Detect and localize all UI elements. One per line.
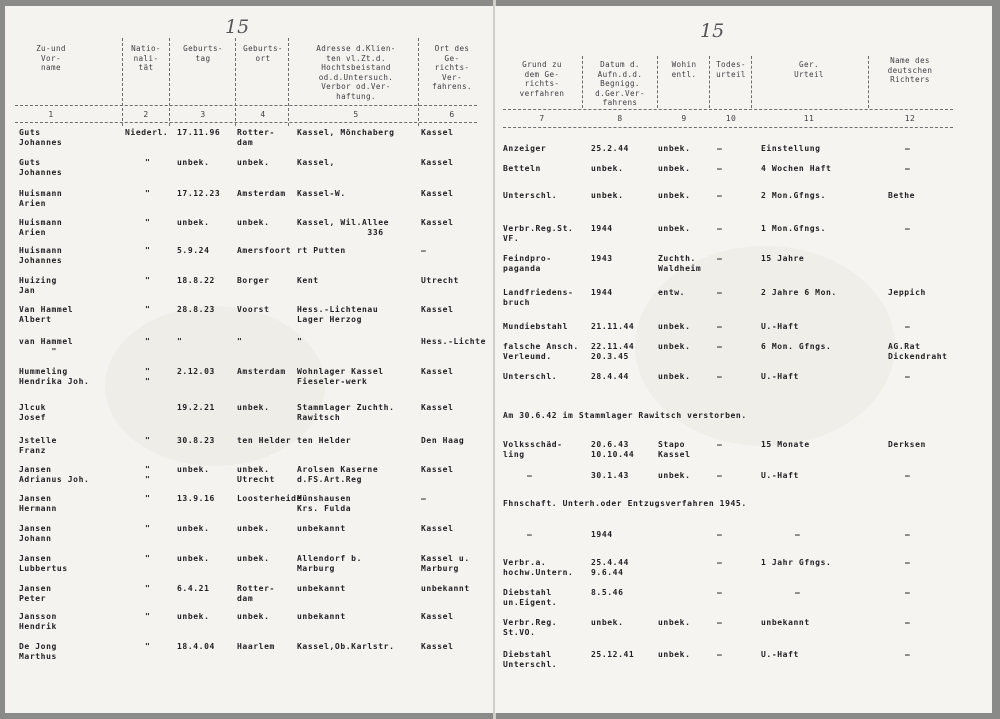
table-cell-date: unbek. (177, 465, 210, 474)
table-cell-court: Kassel (421, 465, 454, 474)
table-cell-death: — (717, 440, 723, 449)
table-cell-name: Guts Johannes (19, 158, 63, 177)
column-divider (418, 38, 419, 126)
table-cell-death: — (717, 191, 723, 200)
table-cell-judge: — (905, 558, 911, 567)
table-cell-verdict: unbekannt (761, 618, 810, 627)
table-cell-date: 8.5.46 (591, 588, 624, 597)
table-cell-reason: falsche Ansch. Verleumd. (503, 342, 579, 361)
header-rule (15, 122, 477, 123)
table-cell-court: Utrecht (421, 276, 459, 285)
table-cell-court: Kassel (421, 524, 454, 533)
table-cell-addr: unbekannt (297, 584, 346, 593)
table-cell-judge: — (905, 164, 911, 173)
table-cell-where: Zuchth. Waldheim (658, 254, 702, 273)
table-cell-addr: Kassel, Wil.Allee 336 (297, 218, 390, 237)
table-cell-name: Guts Johannes (19, 128, 63, 147)
table-cell-judge: Derksen (888, 440, 926, 449)
table-cell-court: Kassel (421, 642, 454, 651)
table-cell-where: unbek. (658, 471, 691, 480)
column-divider (235, 38, 236, 126)
table-cell-death: — (717, 558, 723, 567)
table-cell-name: Huismann Arien (19, 189, 63, 208)
table-cell-court: unbekannt (421, 584, 470, 593)
table-cell-reason: Verbr.a. hochw.Untern. (503, 558, 574, 577)
table-cell-verdict: 15 Monate (761, 440, 810, 449)
table-cell-reason: Betteln (503, 164, 541, 173)
table-cell-date: 28.4.44 (591, 372, 629, 381)
table-cell-name: Jansen Hermann (19, 494, 57, 513)
table-cell-nat: " (145, 436, 151, 445)
table-cell-date: unbek. (177, 218, 210, 227)
table-cell-death: — (717, 224, 723, 233)
table-cell-verdict: 1 Jahr Gfngs. (761, 558, 832, 567)
table-cell-date: unbek. (177, 158, 210, 167)
column-number: 4 (260, 110, 266, 119)
table-cell-judge: — (905, 322, 911, 331)
column-number: 6 (449, 110, 455, 119)
table-cell-name: Jansen Peter (19, 584, 52, 603)
table-cell-addr: Allendorf b. Marburg (297, 554, 362, 573)
table-cell-date: 20.6.43 10.10.44 (591, 440, 635, 459)
table-cell-nat: " (145, 276, 151, 285)
table-cell-court: Kassel (421, 158, 454, 167)
table-cell-judge: — (905, 471, 911, 480)
column-header: Ger. Urteil (794, 60, 824, 79)
table-cell-verdict: 6 Mon. Gfngs. (761, 342, 832, 351)
table-cell-name: De Jong Marthus (19, 642, 57, 661)
column-header: Ort des Ge- richts- Ver- fahrens. (432, 44, 472, 91)
table-cell-date: 22.11.44 20.3.45 (591, 342, 635, 361)
table-cell-verdict: U.-Haft (761, 471, 799, 480)
column-number: 10 (725, 114, 737, 123)
table-cell-nat: " (145, 337, 151, 346)
column-divider (169, 38, 170, 126)
table-cell-place: Amsterdam (237, 189, 286, 198)
left-page (5, 6, 495, 713)
table-cell-judge: — (905, 588, 911, 597)
table-cell-where: unbek. (658, 650, 691, 659)
table-cell-reason: Unterschl. (503, 372, 558, 381)
table-cell-date: unbek. (591, 618, 624, 627)
table-cell-date: 17.12.23 (177, 189, 221, 198)
table-cell-date: unbek. (591, 191, 624, 200)
table-cell-judge: Bethe (888, 191, 916, 200)
column-divider (868, 56, 869, 108)
table-cell-reason: Volksschäd- ling (503, 440, 563, 459)
column-number: 5 (353, 110, 359, 119)
column-number: 12 (904, 114, 916, 123)
table-cell-place: unbek. (237, 524, 270, 533)
table-cell-where: unbek. (658, 322, 691, 331)
table-cell-date: 28.8.23 (177, 305, 215, 314)
table-cell-judge: Jeppich (888, 288, 926, 297)
table-cell-name: Jansen Johann (19, 524, 52, 543)
table-cell-where: Stapo Kassel (658, 440, 691, 459)
table-cell-name: Huismann Johannes (19, 246, 63, 265)
table-cell-name: Jansson Hendrik (19, 612, 57, 631)
table-cell-court: Kassel (421, 189, 454, 198)
table-cell-date: 21.11.44 (591, 322, 635, 331)
table-cell-reason: — (527, 530, 533, 539)
column-number: 1 (48, 110, 54, 119)
column-header: Adresse d.Klien- ten vl.Zt.d. Hochtsbeistand od.d.Untersuch. Verbor od.Ver- haftung. (316, 44, 396, 101)
page-number-left: 15 (225, 16, 250, 38)
table-cell-reason: Verbr.Reg. St.VO. (503, 618, 558, 637)
table-cell-nat: " " (145, 367, 151, 386)
column-divider (751, 56, 752, 108)
header-rule (503, 109, 953, 110)
table-cell-date: 25.4.44 9.6.44 (591, 558, 629, 577)
table-cell-where: unbek. (658, 144, 691, 153)
table-cell-place: unbek. (237, 158, 270, 167)
table-cell-name: Jansen Adrianus Joh. (19, 465, 90, 484)
table-cell-reason: Anzeiger (503, 144, 547, 153)
table-cell-date: 25.12.41 (591, 650, 635, 659)
table-cell-verdict: 2 Mon.Gfngs. (761, 191, 826, 200)
table-cell-name: Jlcuk Josef (19, 403, 47, 422)
table-cell-nat: Niederl. (125, 128, 169, 137)
table-cell-verdict: U.-Haft (761, 372, 799, 381)
column-number: 9 (681, 114, 687, 123)
table-cell-date: 1944 (591, 224, 613, 233)
table-cell-reason: Fhnschaft. Unterh.oder Entzugsverfahren 1945. (503, 499, 747, 508)
table-cell-verdict: 1 Mon.Gfngs. (761, 224, 826, 233)
table-cell-addr: Kassel-W. (297, 189, 346, 198)
table-cell-judge: — (905, 530, 911, 539)
table-cell-place: unbek. (237, 554, 270, 563)
table-cell-addr: rt Putten (297, 246, 346, 255)
table-cell-date: 18.8.22 (177, 276, 215, 285)
table-cell-addr: Kassel, Mönchaberg (297, 128, 395, 137)
table-cell-death: — (717, 372, 723, 381)
table-cell-date: 5.9.24 (177, 246, 210, 255)
table-cell-place: unbek. (237, 218, 270, 227)
table-cell-date: 17.11.96 (177, 128, 221, 137)
table-cell-court: Den Haag (421, 436, 465, 445)
table-cell-addr: unbekannt (297, 612, 346, 621)
table-cell-nat: " (145, 246, 151, 255)
table-cell-reason: Mundiebstahl (503, 322, 568, 331)
table-cell-place: Loosterheide (237, 494, 302, 503)
column-header: Geburts- ort (243, 44, 283, 63)
table-cell-death: — (717, 530, 723, 539)
table-cell-court: Kassel (421, 128, 454, 137)
table-cell-name: Jstelle Franz (19, 436, 57, 455)
table-cell-where: unbek. (658, 342, 691, 351)
table-cell-death: — (717, 650, 723, 659)
table-cell-verdict: 2 Jahre 6 Mon. (761, 288, 837, 297)
table-cell-court: Hess.-Lichte (421, 337, 486, 346)
table-cell-name: van Hammel " (19, 337, 74, 356)
table-cell-verdict: 4 Wochen Haft (761, 164, 832, 173)
table-cell-court: Kassel (421, 403, 454, 412)
column-header: Name des deutschen Richters (887, 56, 933, 84)
table-cell-death: — (717, 254, 723, 263)
table-cell-addr: Arolsen Kaserne d.FS.Art.Reg (297, 465, 379, 484)
table-cell-addr: Wohnlager Kassel Fieseler-werk (297, 367, 384, 386)
table-cell-addr: ten Helder (297, 436, 352, 445)
paper-stain (105, 306, 325, 466)
table-cell-date: unbek. (591, 164, 624, 173)
table-cell-date: 1944 (591, 530, 613, 539)
table-cell-verdict: Einstellung (761, 144, 821, 153)
table-cell-place: Haarlem (237, 642, 275, 651)
table-cell-court: Kassel (421, 218, 454, 227)
table-cell-addr: Stammlager Zuchth. Rawitsch (297, 403, 395, 422)
table-cell-date: 6.4.21 (177, 584, 210, 593)
column-number: 11 (803, 114, 815, 123)
page-number-right: 15 (700, 20, 725, 42)
table-cell-where: unbek. (658, 618, 691, 627)
table-cell-reason: Diebstahl un.Eigent. (503, 588, 558, 607)
table-cell-place: Amersfoort (237, 246, 292, 255)
table-cell-place: ten Helder (237, 436, 292, 445)
table-cell-verdict: U.-Haft (761, 650, 799, 659)
table-cell-date: 30.1.43 (591, 471, 629, 480)
column-number: 2 (143, 110, 149, 119)
table-cell-court: — (421, 494, 427, 503)
table-cell-place: Borger (237, 276, 270, 285)
table-cell-date: 2.12.03 (177, 367, 215, 376)
column-header: Grund zu dem Ge- richts- verfahren (519, 60, 565, 98)
table-cell-judge: — (905, 618, 911, 627)
right-page (495, 6, 992, 713)
table-cell-where: entw. (658, 288, 686, 297)
table-cell-death: — (717, 618, 723, 627)
table-cell-date: unbek. (177, 524, 210, 533)
table-cell-place: Amsterdam (237, 367, 286, 376)
table-cell-reason: — (527, 471, 533, 480)
table-cell-date: 13.9.16 (177, 494, 215, 503)
table-cell-date: " (177, 337, 183, 346)
table-cell-date: 25.2.44 (591, 144, 629, 153)
column-header: Todes- urteil (716, 60, 746, 79)
column-header: Zu-und Vor- name (36, 44, 66, 72)
table-cell-reason: Feindpro- paganda (503, 254, 552, 273)
table-cell-where: unbek. (658, 224, 691, 233)
table-cell-place: " (237, 337, 243, 346)
table-cell-verdict: — (795, 530, 801, 539)
table-cell-nat: " (145, 218, 151, 227)
table-cell-where: unbek. (658, 372, 691, 381)
table-cell-reason: Verbr.Reg.St. VF. (503, 224, 574, 243)
table-cell-date: 1944 (591, 288, 613, 297)
column-header: Geburts- tag (183, 44, 223, 63)
table-cell-nat: " " (145, 465, 151, 484)
column-header: Natio- nali- tät (131, 44, 161, 72)
table-cell-date: 19.2.21 (177, 403, 215, 412)
table-cell-place: unbek. Utrecht (237, 465, 275, 484)
table-cell-addr: " (297, 337, 303, 346)
table-cell-verdict: U.-Haft (761, 322, 799, 331)
column-number: 7 (539, 114, 545, 123)
column-header: Wohin entl. (671, 60, 697, 79)
table-cell-date: unbek. (177, 554, 210, 563)
table-cell-addr: Kent (297, 276, 319, 285)
table-cell-name: Huizing Jan (19, 276, 57, 295)
table-cell-name: Hummeling Hendrika Joh. (19, 367, 90, 386)
table-cell-judge: — (905, 224, 911, 233)
table-cell-date: 30.8.23 (177, 436, 215, 445)
table-cell-court: Kassel u. Marburg (421, 554, 470, 573)
table-cell-death: — (717, 588, 723, 597)
table-cell-date: 18.4.04 (177, 642, 215, 651)
table-cell-addr: Kassel, (297, 158, 335, 167)
table-cell-date: 1943 (591, 254, 613, 263)
table-cell-nat: " (145, 189, 151, 198)
table-cell-verdict: — (795, 588, 801, 597)
table-cell-death: — (717, 164, 723, 173)
table-cell-place: Rotter- dam (237, 584, 275, 603)
column-number: 8 (617, 114, 623, 123)
table-cell-name: Jansen Lubbertus (19, 554, 68, 573)
table-cell-addr: unbekannt (297, 524, 346, 533)
table-cell-place: unbek. (237, 612, 270, 621)
table-cell-place: Voorst (237, 305, 270, 314)
table-cell-death: — (717, 288, 723, 297)
table-cell-nat: " (145, 554, 151, 563)
table-cell-judge: — (905, 372, 911, 381)
table-cell-nat: " (145, 642, 151, 651)
table-cell-reason: Am 30.6.42 im Stammlager Rawitsch verstorben. (503, 411, 747, 420)
table-cell-nat: " (145, 158, 151, 167)
header-rule (15, 105, 477, 106)
table-cell-nat: " (145, 494, 151, 503)
column-divider (657, 56, 658, 108)
table-cell-judge: AG.Rat Dickendraht (888, 342, 948, 361)
table-cell-death: — (717, 144, 723, 153)
table-cell-death: — (717, 342, 723, 351)
column-number: 3 (200, 110, 206, 119)
header-rule (503, 127, 953, 128)
table-cell-where: unbek. (658, 191, 691, 200)
table-cell-court: Kassel (421, 305, 454, 314)
table-cell-nat: " (145, 584, 151, 593)
table-cell-reason: Diebstahl Unterschl. (503, 650, 558, 669)
column-header: Datum d. Aufn.d.d. Begnigg. d.Ger.Ver- fahrens (595, 60, 645, 107)
table-cell-reason: Landfriedens- bruch (503, 288, 574, 307)
table-cell-judge: — (905, 650, 911, 659)
table-cell-death: — (717, 471, 723, 480)
column-divider (709, 56, 710, 108)
table-cell-addr: Kassel,Ob.Karlstr. (297, 642, 395, 651)
table-cell-addr: Münshausen Krs. Fulda (297, 494, 352, 513)
table-cell-court: — (421, 246, 427, 255)
table-cell-place: Rotter- dam (237, 128, 275, 147)
table-cell-court: Kassel (421, 367, 454, 376)
table-cell-judge: — (905, 144, 911, 153)
table-cell-place: unbek. (237, 403, 270, 412)
table-cell-name: Van Hammel Albert (19, 305, 74, 324)
table-cell-where: unbek. (658, 164, 691, 173)
table-cell-reason: Unterschl. (503, 191, 558, 200)
table-cell-verdict: 15 Jahre (761, 254, 805, 263)
table-cell-nat: " (145, 612, 151, 621)
table-cell-date: unbek. (177, 612, 210, 621)
table-cell-nat: " (145, 524, 151, 533)
table-cell-addr: Hess.-Lichtenau Lager Herzog (297, 305, 379, 324)
table-cell-court: Kassel (421, 612, 454, 621)
table-cell-nat: " (145, 305, 151, 314)
table-cell-name: Huismann Arien (19, 218, 63, 237)
table-cell-death: — (717, 322, 723, 331)
